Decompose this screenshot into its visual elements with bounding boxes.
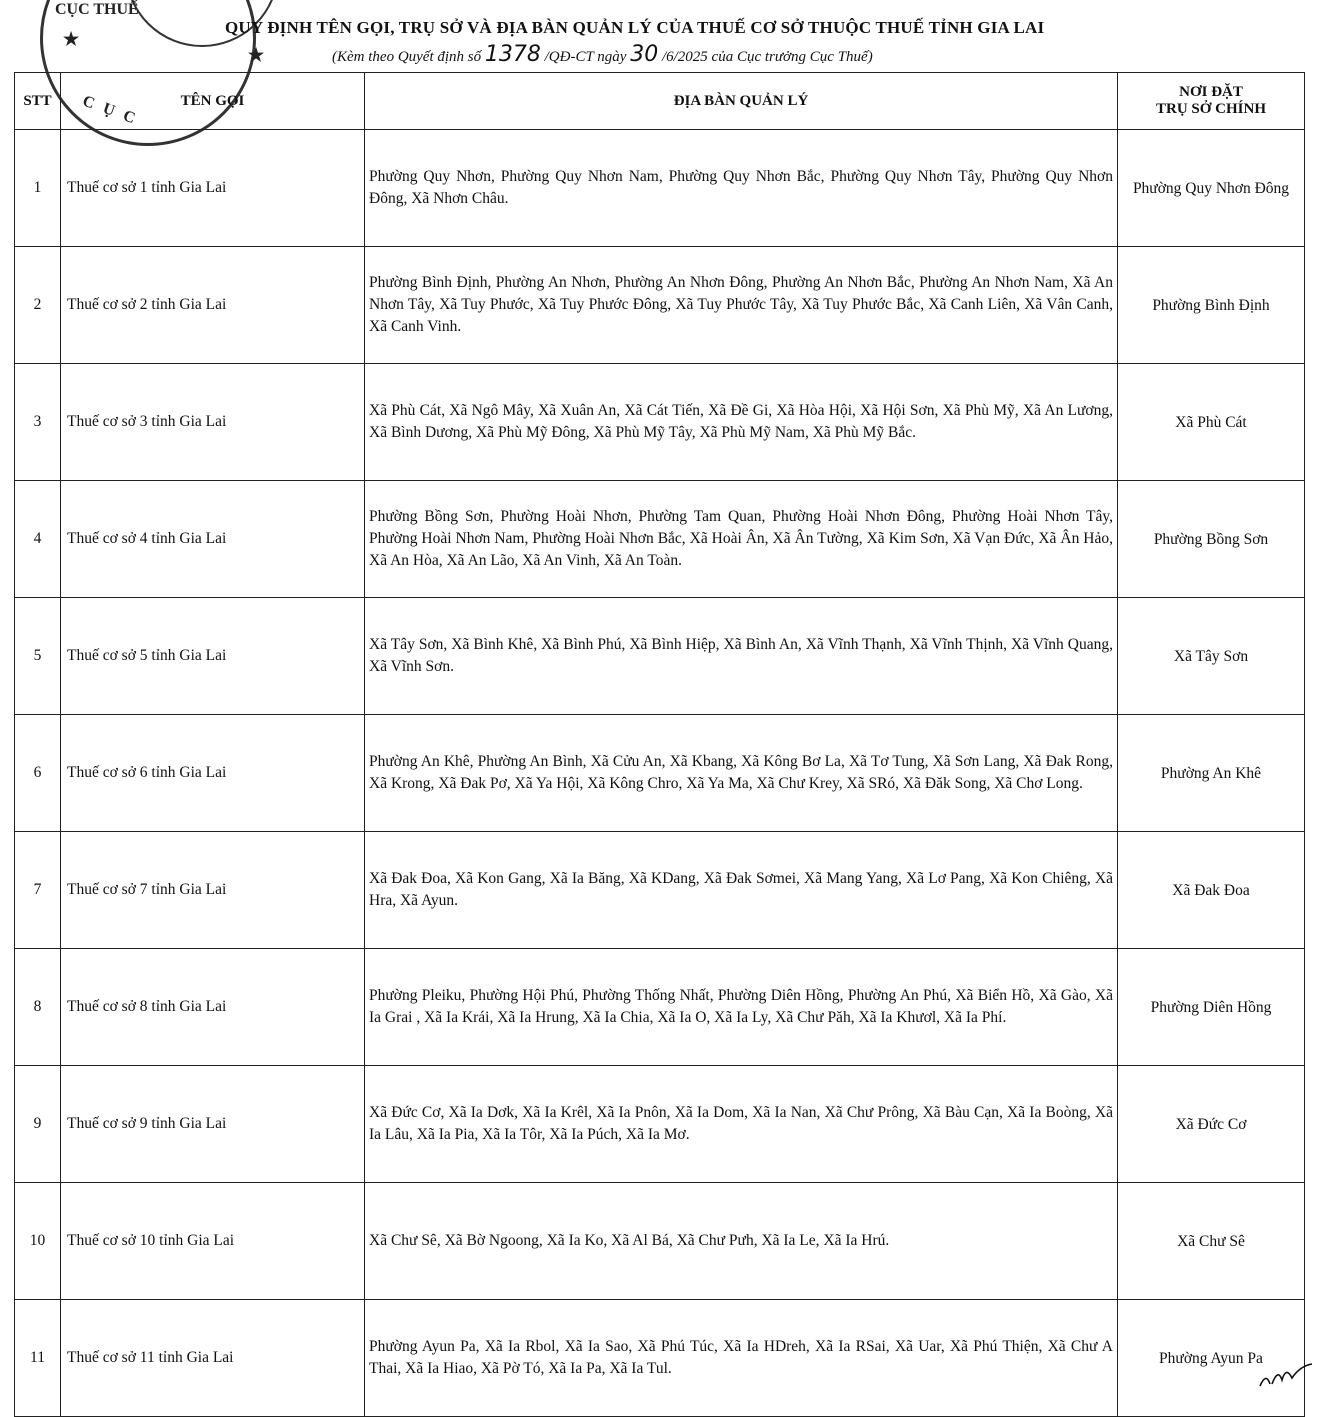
row-name: Thuế cơ sở 4 tỉnh Gia Lai (61, 481, 365, 598)
table-body (15, 130, 1305, 1417)
header-stt: STT (15, 73, 61, 130)
row-area: Phường An Khê, Phường An Bình, Xã Cửu An, Xã Kbang, Xã Kông Bơ La, Xã Tơ Tung, Xã Sơn Lang, Xã Đak Rong, Xã Krong, Xã Đak Pơ, Xã Ya Hội, Xã Kông Chro, Xã Ya Ma, Xã Chư Krey, Xã SRó, Xã Đăk Song, Xã Chơ Long. (365, 715, 1118, 832)
table-row (15, 949, 1305, 1066)
row-name: Thuế cơ sở 7 tỉnh Gia Lai (61, 832, 365, 949)
tax-office-table (14, 72, 1305, 1417)
subtitle-prefix: (Kèm theo Quyết định số (332, 49, 485, 65)
row-area: Phường Ayun Pa, Xã Ia Rbol, Xã Ia Sao, Xã Phú Túc, Xã Ia HDreh, Xã Ia RSai, Xã Uar, Xã Phú Thiện, Xã Chư A Thai, Xã Ia Hiao, Xã Pờ Tó, Xã Ia Pa, Xã Ia Tul. (365, 1300, 1118, 1417)
row-stt: 3 (15, 364, 61, 481)
row-hq: Xã Phù Cát (1118, 364, 1305, 481)
seal-star-icon: ★ (248, 45, 265, 65)
subtitle-suffix: /6/2025 của Cục trưởng Cục Thuế) (658, 49, 873, 65)
row-hq: Xã Tây Sơn (1118, 598, 1305, 715)
document-subtitle (332, 42, 1232, 67)
row-stt: 7 (15, 832, 61, 949)
row-name: Thuế cơ sở 11 tỉnh Gia Lai (61, 1300, 365, 1417)
row-name: Thuế cơ sở 6 tỉnh Gia Lai (61, 715, 365, 832)
table-row (15, 130, 1305, 247)
row-hq: Xã Đak Đoa (1118, 832, 1305, 949)
row-stt: 8 (15, 949, 61, 1066)
row-name: Thuế cơ sở 5 tỉnh Gia Lai (61, 598, 365, 715)
row-stt: 6 (15, 715, 61, 832)
row-stt: 9 (15, 1066, 61, 1183)
row-name: Thuế cơ sở 2 tỉnh Gia Lai (61, 247, 365, 364)
table-row (15, 1300, 1305, 1417)
row-stt: 1 (15, 130, 61, 247)
seal-top-text: CỤC THUẾ (55, 1, 139, 18)
header-name: TÊN GỌI (61, 73, 365, 130)
seal-star-icon: ★ (63, 29, 80, 49)
table-row (15, 832, 1305, 949)
signature-initial (1256, 1360, 1316, 1390)
row-name: Thuế cơ sở 10 tỉnh Gia Lai (61, 1183, 365, 1300)
row-hq: Phường Diên Hồng (1118, 949, 1305, 1066)
table-header-row (15, 73, 1305, 130)
row-hq: Phường Quy Nhơn Đông (1118, 130, 1305, 247)
header-hq (1118, 73, 1305, 130)
row-area: Phường Bình Định, Phường An Nhơn, Phường An Nhơn Đông, Phường An Nhơn Bắc, Phường An Nhơn Nam, Xã An Nhơn Tây, Xã Tuy Phước, Xã Tuy Phước Đông, Xã Tuy Phước Tây, Xã Tuy Phước Bắc, Xã Canh Liên, Xã Vân Canh, Xã Canh Vinh. (365, 247, 1118, 364)
row-hq: Phường An Khê (1118, 715, 1305, 832)
table-row (15, 1066, 1305, 1183)
seal-bottom-text: CỤC (80, 92, 147, 131)
row-stt: 2 (15, 247, 61, 364)
row-area: Xã Phù Cát, Xã Ngô Mây, Xã Xuân An, Xã Cát Tiến, Xã Đề Gi, Xã Hòa Hội, Xã Hội Sơn, Xã Phù Mỹ, Xã An Lương, Xã Bình Dương, Xã Phù Mỹ Đông, Xã Phù Mỹ Tây, Xã Phù Mỹ Nam, Xã Phù Mỹ Bắc. (365, 364, 1118, 481)
row-hq: Phường Bồng Sơn (1118, 481, 1305, 598)
table-row (15, 1183, 1305, 1300)
row-stt: 4 (15, 481, 61, 598)
table-row (15, 715, 1305, 832)
decision-day: 30 (630, 42, 659, 67)
row-stt: 10 (15, 1183, 61, 1300)
row-name: Thuế cơ sở 1 tỉnh Gia Lai (61, 130, 365, 247)
table-row (15, 481, 1305, 598)
row-stt: 11 (15, 1300, 61, 1417)
document-title: QUY ĐỊNH TÊN GỌI, TRỤ SỞ VÀ ĐỊA BÀN QUẢN LÝ CỦA THUẾ CƠ SỞ THUỘC THUẾ TỈNH GIA LAI (225, 18, 1045, 37)
row-name: Thuế cơ sở 9 tỉnh Gia Lai (61, 1066, 365, 1183)
subtitle-mid: /QĐ-CT ngày (540, 49, 631, 65)
row-hq: Xã Chư Sê (1118, 1183, 1305, 1300)
header-area: ĐỊA BÀN QUẢN LÝ (365, 73, 1118, 130)
header-hq-line2: TRỤ SỞ CHÍNH (1155, 101, 1267, 117)
row-area: Xã Tây Sơn, Xã Bình Khê, Xã Bình Phú, Xã Bình Hiệp, Xã Bình An, Xã Vĩnh Thạnh, Xã Vĩnh Thịnh, Xã Vĩnh Quang, Xã Vĩnh Sơn. (365, 598, 1118, 715)
table-row (15, 364, 1305, 481)
row-area: Xã Đak Đoa, Xã Kon Gang, Xã Ia Băng, Xã KDang, Xã Đak Sơmei, Xã Mang Yang, Xã Lơ Pang, Xã Kon Chiêng, Xã Hra, Xã Ayun. (365, 832, 1118, 949)
row-area: Xã Đức Cơ, Xã Ia Dơk, Xã Ia Krêl, Xã Ia Pnôn, Xã Ia Dom, Xã Ia Nan, Xã Chư Prông, Xã Bàu Cạn, Xã Ia Boòng, Xã Ia Lâu, Xã Ia Pia, Xã Ia Tôr, Xã Ia Púch, Xã Ia Mơ. (365, 1066, 1118, 1183)
table-row (15, 247, 1305, 364)
row-area: Phường Bồng Sơn, Phường Hoài Nhơn, Phường Tam Quan, Phường Hoài Nhơn Đông, Phường Hoài Nhơn Tây, Phường Hoài Nhơn Nam, Phường Hoài Nhơn Bắc, Xã Hoài Ân, Xã Ân Tường, Xã Kim Sơn, Xã Vạn Đức, Xã Ân Hảo, Xã An Hòa, Xã An Lão, Xã An Vinh, Xã An Toàn. (365, 481, 1118, 598)
row-hq: Phường Ayun Pa (1118, 1300, 1305, 1417)
decision-number: 1378 (484, 42, 541, 67)
row-name: Thuế cơ sở 3 tỉnh Gia Lai (61, 364, 365, 481)
row-area: Xã Chư Sê, Xã Bờ Ngoong, Xã Ia Ko, Xã Al Bá, Xã Chư Pưh, Xã Ia Le, Xã Ia Hrú. (365, 1183, 1118, 1300)
row-area: Phường Pleiku, Phường Hội Phú, Phường Thống Nhất, Phường Diên Hồng, Phường An Phú, Xã Biển Hồ, Xã Gào, Xã Ia Grai , Xã Ia Krái, Xã Ia Hrung, Xã Ia Chia, Xã Ia O, Xã Ia Ly, Xã Chư Păh, Xã Ia Khươl, Xã Ia Phí. (365, 949, 1118, 1066)
row-hq: Phường Bình Định (1118, 247, 1305, 364)
row-name: Thuế cơ sở 8 tỉnh Gia Lai (61, 949, 365, 1066)
table-row (15, 598, 1305, 715)
row-stt: 5 (15, 598, 61, 715)
row-area: Phường Quy Nhơn, Phường Quy Nhơn Nam, Phường Quy Nhơn Bắc, Phường Quy Nhơn Tây, Phường Quy Nhơn Đông, Xã Nhơn Châu. (365, 130, 1118, 247)
row-hq: Xã Đức Cơ (1118, 1066, 1305, 1183)
header-hq-line1: NƠI ĐẶT (1179, 84, 1243, 100)
